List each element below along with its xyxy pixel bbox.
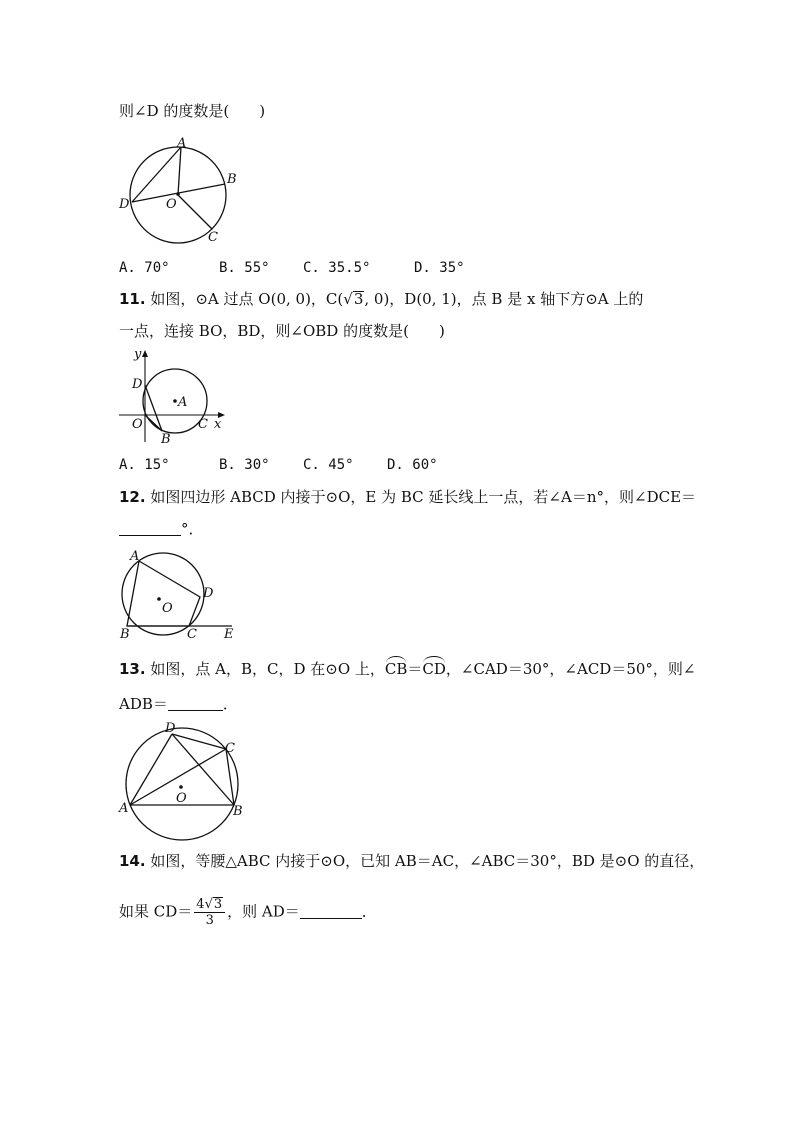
q14-fraction — [194, 897, 225, 928]
q14-text-prefix: 如果 CD＝ — [119, 902, 193, 921]
q13-arc-cd: CD — [422, 660, 446, 678]
q10-label-a: A — [177, 136, 187, 151]
q13-label-d: D — [165, 721, 176, 736]
q11-label-x: x — [214, 417, 222, 432]
q11-number: 11. — [119, 290, 146, 308]
q12-text-suffix: °． — [181, 520, 204, 538]
q14-answer-blank[interactable] — [300, 904, 362, 919]
q10-radius-oc — [178, 195, 212, 229]
q12-quadrilateral — [127, 561, 200, 626]
q12-label-a: A — [130, 549, 140, 564]
q10-option-d[interactable]: D. 35° — [414, 260, 465, 276]
sqrt-sign: √ — [343, 290, 353, 308]
q11-option-b[interactable]: B. 30° — [219, 457, 270, 473]
q11-label-d: D — [132, 377, 143, 392]
q12-label-o: O — [162, 601, 173, 616]
q11-text-b: , 0)，D(0, 1)，点 B 是 x 轴下方⊙A 上的 — [364, 290, 644, 308]
q13-arc-cb: CB — [384, 660, 408, 678]
q12-number: 12. — [119, 488, 146, 506]
q11-text-a: 如图，⊙A 过点 O(0, 0)，C( — [150, 290, 344, 308]
q10-label-d: D — [119, 197, 130, 212]
q13-equals: ＝ — [407, 660, 423, 678]
q10-label-b: B — [227, 172, 237, 187]
q14-frac-sqrt-arg: 3 — [213, 897, 223, 912]
q10-option-c[interactable]: C. 35.5° — [303, 260, 371, 276]
q13-center-dot — [179, 785, 183, 789]
q12-label-d: D — [203, 586, 214, 601]
q13-chord-ad — [130, 734, 172, 805]
q10-label-o: O — [166, 197, 177, 212]
q11-label-o: O — [132, 417, 143, 432]
q11-line1 — [119, 289, 643, 309]
q13-label-a: A — [119, 801, 129, 816]
q13-figure — [115, 718, 255, 842]
q12-label-b: B — [120, 627, 130, 642]
q11-figure — [115, 346, 235, 446]
q10-radius-oa — [178, 147, 181, 195]
q14-line1 — [119, 851, 704, 871]
q14-frac-coef: 4 — [196, 897, 205, 912]
q11-options — [119, 456, 438, 474]
q13-text-prefix: ADB＝ — [119, 695, 168, 713]
q11-label-c: C — [198, 417, 208, 432]
q14-text: 如图，等腰△ABC 内接于⊙O，已知 AB＝AC，∠ABC＝30°，BD 是⊙O 的直径， — [150, 852, 705, 870]
q13-label-c: C — [225, 741, 235, 756]
q12-circle — [122, 553, 204, 635]
q13-line2 — [119, 694, 238, 714]
q11-option-c[interactable]: C. 45° — [303, 457, 354, 473]
q10-option-a[interactable]: A. 70° — [119, 260, 170, 276]
q11-label-y: y — [134, 347, 142, 362]
q10-option-b[interactable]: B. 55° — [219, 260, 270, 276]
q12-label-c: C — [187, 627, 197, 642]
q12-center-dot — [157, 597, 161, 601]
q11-option-d[interactable]: D. 60° — [387, 457, 438, 473]
q14-frac-numerator: 4√3 — [194, 897, 225, 913]
q11-y-arrow — [142, 350, 148, 357]
q12-line2 — [119, 519, 204, 539]
q13-text-b: ，∠CAD＝30°，∠ACD＝50°，则∠ — [445, 660, 696, 678]
q11-line2: 一点，连接 BO，BD，则∠OBD 的度数是( ) — [119, 322, 445, 340]
q11-label-a: A — [178, 395, 188, 410]
q13-number: 13. — [119, 660, 146, 678]
q13-text-a: 如图，点 A，B，C，D 在⊙O 上， — [150, 660, 385, 678]
q10-figure — [115, 132, 245, 247]
q10-text: 则∠D 的度数是( ) — [119, 102, 266, 120]
q11-label-b: B — [161, 432, 171, 446]
q13-label-o: O — [176, 791, 187, 806]
q12-answer-blank[interactable] — [119, 521, 181, 536]
q14-frac-denominator: 3 — [205, 913, 214, 928]
q12-text: 如图四边形 ABCD 内接于⊙O，E 为 BC 延长线上一点，若∠A＝n°，则∠DCE＝ — [150, 488, 697, 506]
q14-text-suffix: ． — [361, 902, 377, 921]
q11-sqrt-arg: 3 — [353, 290, 364, 308]
q11-option-a[interactable]: A. 15° — [119, 457, 170, 473]
q10-options — [119, 259, 465, 277]
q13-text-suffix: ． — [222, 695, 238, 713]
q14-text-mid: ，则 AD＝ — [227, 902, 300, 921]
q11-center-dot — [173, 399, 177, 403]
q13-line1 — [119, 659, 695, 679]
q12-figure — [115, 548, 245, 642]
q10-label-c: C — [208, 230, 218, 245]
q12-label-e: E — [224, 627, 234, 642]
q14-line2 — [119, 897, 377, 928]
q13-label-b: B — [233, 804, 243, 819]
q14-number: 14. — [119, 852, 146, 870]
q13-answer-blank[interactable] — [168, 696, 223, 711]
q10-center-dot — [176, 192, 180, 196]
q12-line1 — [119, 487, 696, 507]
